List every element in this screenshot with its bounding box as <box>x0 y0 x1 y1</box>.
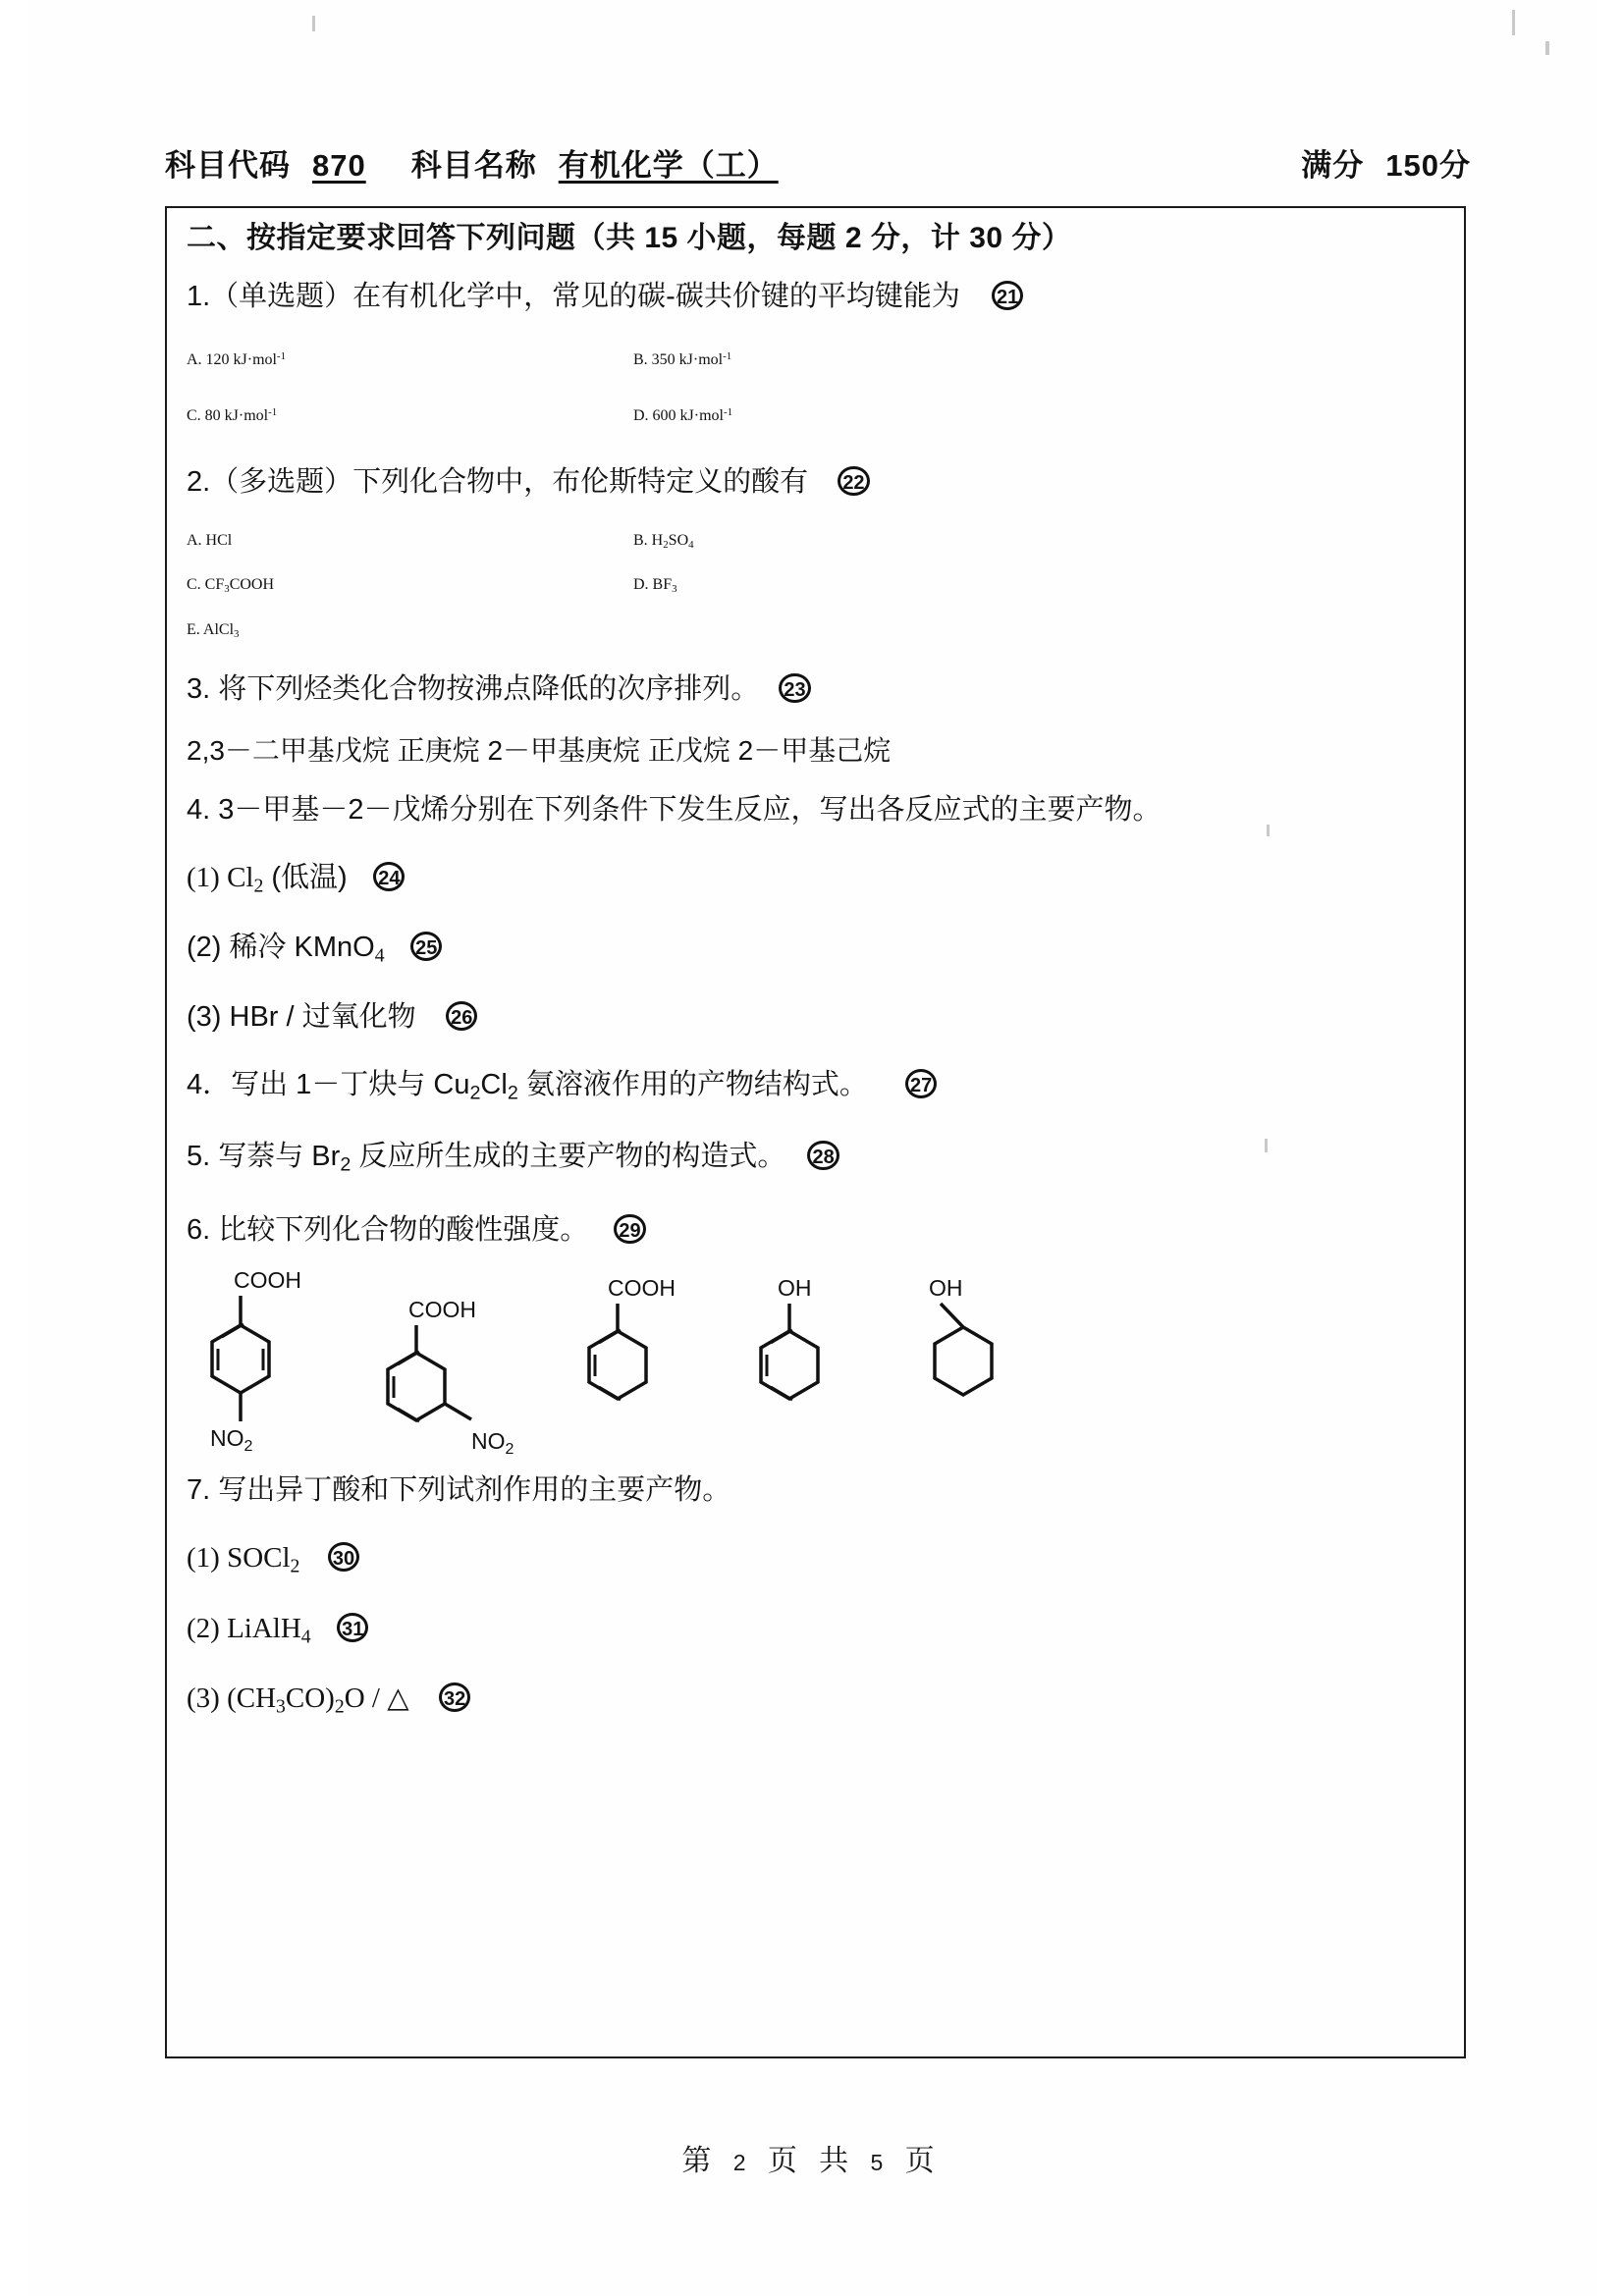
option-b-label: B. 350 kJ·mol <box>633 351 724 369</box>
reagent-sub: 2 <box>290 1555 300 1577</box>
reagent-sub2: 2 <box>334 1695 345 1718</box>
question-7-item-1 <box>187 1542 1450 1576</box>
answer-slot-26[interactable]: 26 <box>446 1001 477 1031</box>
option-c[interactable] <box>187 406 633 425</box>
question-6-text: 6. 比较下列化合物的酸性强度。 <box>187 1214 589 1247</box>
footer-page-number: 2 <box>732 2150 753 2175</box>
reagent-mid: CO) <box>285 1682 335 1714</box>
question-4b-sub2: 2 <box>507 1082 518 1104</box>
carboxyl-label: COOH <box>234 1267 301 1294</box>
question-3-text: 3. 将下列烃类化合物按沸点降低的次序排列。 <box>187 672 760 705</box>
footer-prefix: 第 <box>681 2145 719 2177</box>
answer-slot-30[interactable]: 30 <box>328 1542 359 1572</box>
scan-edge-left <box>0 0 26 2296</box>
option-b-sub1: 2 <box>663 539 669 552</box>
question-5-text: 5. 写萘与 Br <box>187 1141 341 1173</box>
question-4b <box>187 1069 1450 1103</box>
answer-slot-21[interactable]: 21 <box>992 281 1023 310</box>
reagent-sub: 4 <box>300 1626 311 1648</box>
option-d[interactable] <box>633 576 1080 595</box>
option-a-sup: -1 <box>277 350 287 362</box>
footer-middle: 页 共 <box>767 2145 856 2177</box>
question-5-sub: 2 <box>340 1153 352 1176</box>
page-header <box>165 140 1471 195</box>
structure-cyclohexanol <box>901 1266 1014 1443</box>
question-4a-item-2 <box>187 932 1450 966</box>
option-e-label: E. AlCl <box>187 620 235 638</box>
question-6-structures <box>187 1266 1450 1463</box>
structure-3-nitrobenzoic-acid <box>377 1274 549 1470</box>
question-4a: 4. 3－甲基－2－戊烯分别在下列条件下发生反应，写出各反应式的主要产物。 <box>187 793 1162 826</box>
question-2-text: 2.（多选题）下列化合物中，布伦斯特定义的酸有 <box>187 466 809 499</box>
scan-speck <box>312 16 315 31</box>
option-a[interactable] <box>187 532 633 551</box>
option-a[interactable] <box>187 350 633 369</box>
structure-4-nitrobenzoic-acid <box>194 1266 342 1463</box>
option-a-label: A. 120 kJ·mol <box>187 351 277 369</box>
answer-slot-29[interactable]: 29 <box>614 1214 645 1244</box>
answer-slot-32[interactable]: 32 <box>439 1682 470 1712</box>
reagent-sub: 2 <box>253 875 264 897</box>
question-4a-item-3 <box>187 1001 1450 1032</box>
question-2 <box>187 466 1450 497</box>
option-b-mid: SO <box>668 532 689 550</box>
nitro-label: $NO_2$ <box>471 1428 514 1459</box>
option-e-sub: 3 <box>234 627 240 640</box>
answer-slot-24[interactable]: 24 <box>373 862 405 891</box>
question-1 <box>187 281 1450 311</box>
4-nitrobenzoic-acid-svg <box>194 1266 342 1458</box>
reagent-label: (2) 稀冷 KMnO <box>187 931 375 963</box>
reagent-sub: 4 <box>374 944 385 967</box>
subject-code-value: 870 <box>312 148 366 183</box>
question-3-compound-list: 2,3－二甲基戊烷 正庚烷 2－甲基庚烷 正戊烷 2－甲基己烷 <box>187 734 892 766</box>
question-content <box>187 216 1450 1717</box>
option-c-label: C. 80 kJ·mol <box>187 407 269 425</box>
footer-suffix: 页 <box>904 2145 942 2177</box>
option-c-label: C. CF <box>187 576 225 594</box>
structure-phenol <box>752 1266 860 1443</box>
reagent-label: (1) SOCl <box>187 1542 291 1575</box>
reagent-label: (2) LiAlH <box>187 1612 301 1644</box>
answer-slot-27[interactable]: 27 <box>905 1069 937 1098</box>
option-c[interactable] <box>187 576 633 595</box>
option-b-sup: -1 <box>723 350 732 362</box>
question-7-item-2 <box>187 1613 1450 1647</box>
question-1-options-row-1 <box>187 350 1450 369</box>
question-6 <box>187 1214 1450 1245</box>
question-1-text: 1.（单选题）在有机化学中，常见的碳-碳共价键的平均键能为 <box>187 281 960 312</box>
scan-speck <box>1512 10 1515 35</box>
answer-slot-25[interactable]: 25 <box>410 932 442 961</box>
scan-speck <box>1545 41 1549 55</box>
option-d-sub: 3 <box>672 583 677 596</box>
reagent-condition: (低温) <box>263 861 348 893</box>
reagent-label: (3) (CH <box>187 1682 277 1714</box>
phenol-svg <box>752 1266 860 1438</box>
option-b-label: B. H <box>633 532 664 550</box>
structure-benzoic-acid <box>580 1266 713 1443</box>
answer-slot-22[interactable]: 22 <box>838 466 869 496</box>
question-5-post: 反应所生成的主要产物的构造式。 <box>351 1141 786 1173</box>
page-footer <box>0 2136 1623 2179</box>
subject-name-label: 科目名称 <box>410 148 537 183</box>
question-4b-text: 4．写出 1－丁炔与 Cu <box>187 1069 470 1100</box>
section-title: 二、按指定要求回答下列问题（共 15 小题，每题 2 分，计 30 分） <box>187 222 1072 254</box>
option-d-label: D. BF <box>633 576 673 594</box>
question-1-options-row-2 <box>187 406 1450 425</box>
option-c-sub: 3 <box>224 583 230 596</box>
question-frame <box>165 206 1466 2058</box>
nitro-label: $NO_2$ <box>210 1425 253 1456</box>
question-5 <box>187 1141 1450 1175</box>
reagent-label: (1) Cl <box>187 861 254 893</box>
full-score-label: 满分 <box>1301 148 1365 183</box>
question-7-item-3 <box>187 1682 1450 1717</box>
option-a-label: A. HCl <box>187 532 233 550</box>
option-e[interactable] <box>187 621 633 640</box>
question-4b-mid: Cl <box>480 1069 508 1100</box>
3-nitrobenzoic-acid-svg <box>377 1274 549 1466</box>
question-3 <box>187 673 1450 704</box>
question-2-options-row-2 <box>187 576 1450 595</box>
option-b[interactable] <box>633 532 1080 551</box>
footer-total-pages: 5 <box>870 2150 891 2175</box>
question-4b-sub1: 2 <box>469 1082 481 1104</box>
answer-slot-28[interactable]: 28 <box>807 1141 839 1170</box>
reagent-label: (3) HBr / 过氧化物 <box>187 1001 416 1033</box>
answer-slot-31[interactable]: 31 <box>337 1613 368 1642</box>
question-2-options-row-1 <box>187 532 1450 551</box>
scan-edge-right <box>1597 0 1623 2296</box>
question-7: 7. 写出异丁酸和下列试剂作用的主要产物。 <box>187 1474 731 1507</box>
option-b[interactable] <box>633 350 1080 369</box>
option-d-label: D. 600 kJ·mol <box>633 407 724 425</box>
hydroxyl-label: OH <box>929 1275 963 1302</box>
subject-code-label: 科目代码 <box>165 148 291 183</box>
carboxyl-label: COOH <box>608 1275 676 1302</box>
answer-slot-23[interactable]: 23 <box>779 673 810 703</box>
option-c-post: COOH <box>229 576 275 594</box>
carboxyl-label: COOH <box>408 1297 476 1323</box>
reagent-post: O / △ <box>344 1682 409 1714</box>
question-2-options-row-3 <box>187 621 1450 640</box>
option-c-sup: -1 <box>268 406 278 419</box>
option-d-sup: -1 <box>724 406 733 419</box>
hydroxyl-label: OH <box>778 1275 812 1302</box>
full-score-value: 150分 <box>1385 148 1471 183</box>
option-d[interactable] <box>633 406 1080 425</box>
reagent-sub1: 3 <box>276 1695 286 1718</box>
cyclohexanol-svg <box>901 1266 1014 1438</box>
option-b-sub2: 4 <box>688 539 694 552</box>
question-4b-post: 氨溶液作用的产物结构式。 <box>517 1069 868 1100</box>
subject-name-value: 有机化学（工） <box>558 148 779 183</box>
question-4a-item-1 <box>187 862 1450 896</box>
benzoic-acid-svg <box>580 1266 713 1438</box>
